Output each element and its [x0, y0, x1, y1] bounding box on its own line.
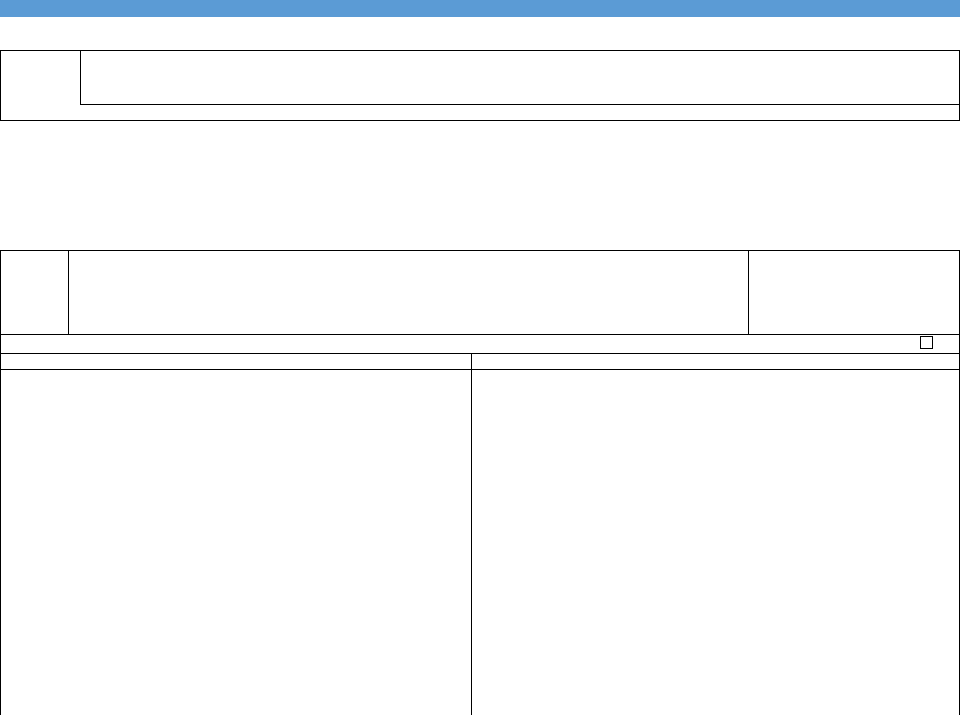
document-header	[0, 0, 960, 17]
liite-checkbox[interactable]	[920, 336, 933, 349]
